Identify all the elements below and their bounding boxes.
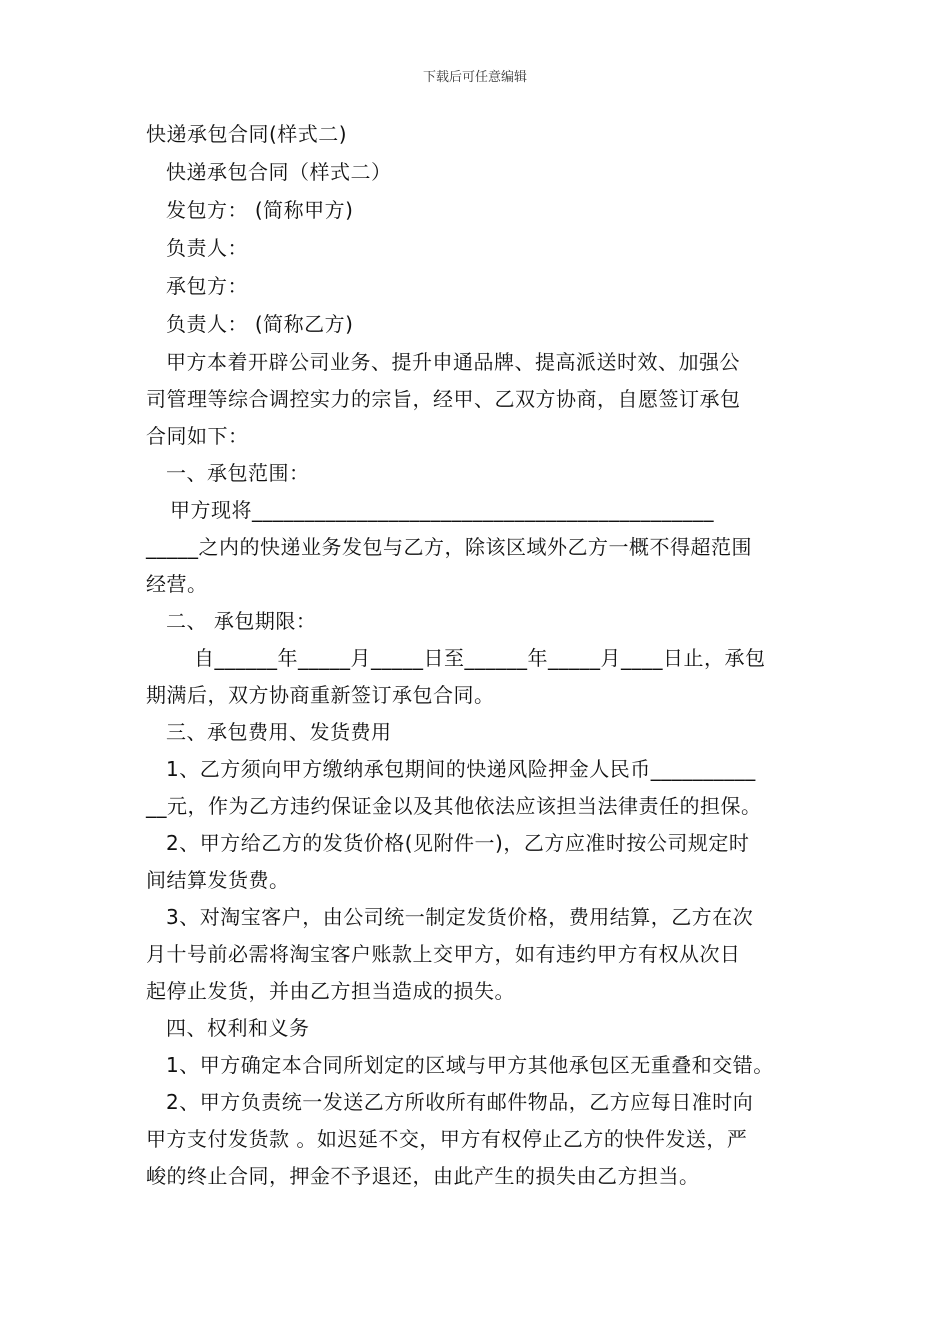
fee-clause-line: 月十号前必需将淘宝客户账款上交甲方，如有违约甲方有权从次日	[146, 942, 741, 966]
intro-paragraph-line: 合同如下：	[146, 424, 249, 448]
intro-paragraph-line: 甲方本着开辟公司业务、提升申通品牌、提高派送时效、加强公	[166, 350, 740, 374]
scope-line: 经营。	[146, 572, 208, 596]
section-heading: 三、承包费用、发货费用	[166, 720, 392, 744]
term-line: 自______年_____月_____日至______年_____月____日止，承包	[194, 646, 766, 670]
rights-clause-line: 甲方支付发货款 。如迟延不交，甲方有权停止乙方的快件发送，严	[146, 1127, 748, 1151]
section-heading: 四、权利和义务	[166, 1016, 310, 1040]
fee-clause-line: 间结算发货费。	[146, 868, 290, 892]
contract-title: 快递承包合同（样式二）	[166, 160, 392, 184]
rights-clause-line: 峻的终止合同，押金不予退还，由此产生的损失由乙方担当。	[146, 1164, 700, 1188]
fee-clause-line: 2、甲方给乙方的发货价格(见附件一)，乙方应准时按公司规定时	[166, 831, 750, 855]
party-b-rep-line: 负责人： (简称乙方)	[166, 312, 354, 336]
fee-clause-line: 起停止发货，并由乙方担当造成的损失。	[146, 979, 515, 1003]
party-a-line: 发包方： (简称甲方)	[166, 198, 354, 222]
fee-clause-line: 3、对淘宝客户，由公司统一制定发货价格，费用结算，乙方在次	[166, 905, 754, 929]
section-heading: 一、承包范围：	[166, 461, 310, 485]
party-b-line: 承包方：	[166, 274, 248, 298]
doc-title: 快递承包合同(样式二)	[146, 122, 348, 146]
scope-line: 甲方现将____________________________________________	[170, 498, 714, 522]
page-header: 下载后可任意编辑	[422, 70, 527, 85]
fee-clause-line: __元，作为乙方违约保证金以及其他依法应该担当法律责任的担保。	[146, 794, 762, 818]
rights-clause-line: 2、甲方负责统一发送乙方所收所有邮件物品，乙方应每日准时向	[166, 1090, 754, 1114]
scope-line: _____之内的快递业务发包与乙方，除该区域外乙方一概不得超范围	[146, 535, 752, 559]
term-line: 期满后，双方协商重新签订承包合同。	[146, 683, 495, 707]
rights-clause-line: 1、甲方确定本合同所划定的区域与甲方其他承包区无重叠和交错。	[166, 1053, 774, 1077]
section-heading: 二、 承包期限：	[166, 609, 317, 633]
fee-clause-line: 1、乙方须向甲方缴纳承包期间的快递风险押金人民币__________	[166, 757, 756, 781]
intro-paragraph-line: 司管理等综合调控实力的宗旨，经甲、乙双方协商，自愿签订承包	[146, 387, 741, 411]
party-a-rep-line: 负责人：	[166, 236, 248, 260]
